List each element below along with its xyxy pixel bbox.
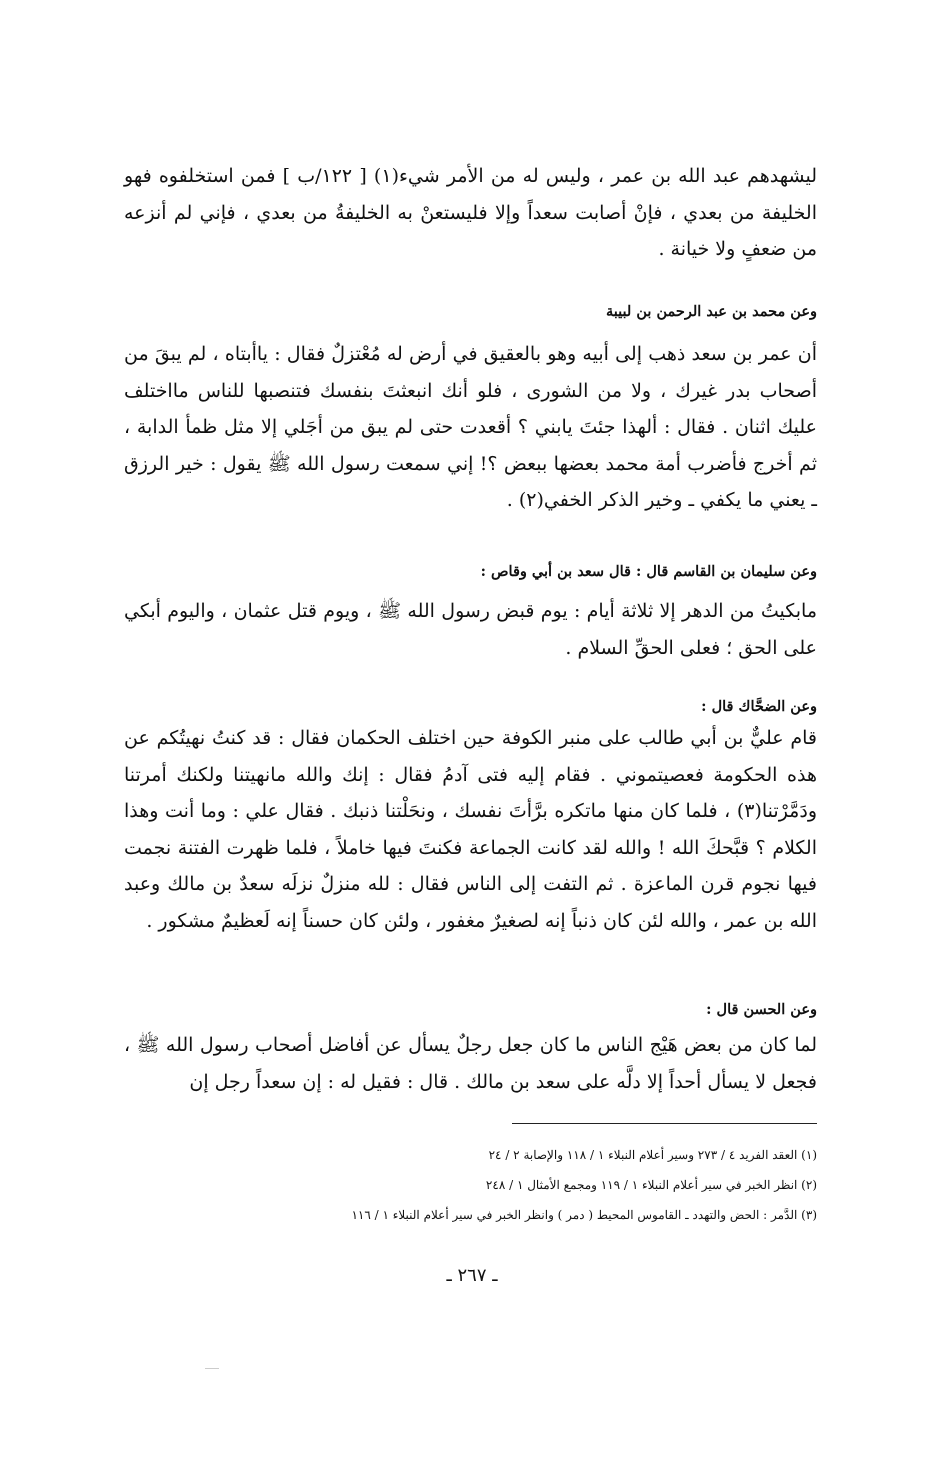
scan-mark [205, 1368, 219, 1369]
heading-muhammad-ibn-abd-al-rahman: وعن محمد بن عبد الرحمن بن لبيبة [605, 303, 817, 320]
heading-sulayman-ibn-al-qasim: وعن سليمان بن القاسم قال : قال سعد بن أبي وقاص : [480, 563, 817, 580]
paragraph-umar-succession: ليشهدهم عبد الله بن عمر ، وليس له من الأمر شيء(١) [ ١٢٢/ب ] فمن استخلفوه فهو الخليفة من بعدي ، فإنْ أصابت سعداً وإلا فليستعنْ به الخليفةُ من بعدي ، فإني لم أنزعه من ضعفٍ ولا خيانة . [124, 165, 817, 260]
heading-al-hasan: وعن الحسن قال : [706, 1001, 817, 1018]
paragraph-ali-kufa-pulpit: قام عليٌّ بن أبي طالب على منبر الكوفة حين اختلف الحكمان فقال : قد كنتُ نهيتُكم عن هذه الحكومة فعصيتموني . فقام إليه فتى آدمُ فقال : إنك والله مانهيتنا ولكنك أمرتنا ودَمَّرْتنا(٣) ، فلما كان منها ماتكره برَّأتَ نفسك ، ونحَلْتنا ذنبك . فقال علي : وما أنت وهذا الكلام ؟ قبَّحكَ الله ! والله لقد كانت الجماعة فكنتَ فيها خاملاً ، فلما ظهرت الفتنة نجمت فيها نجوم قرن الماعزة . ثم التفت إلى الناس فقال : لله منزلٌ نزلَه سعدٌ بن مالك وعبد الله بن عمر ، والله لئن كان ذنباً إنه لصغيرٌ مغفور ، ولئن كان حسناً إنه لَعظيمٌ مشكور . [124, 727, 817, 932]
footnotes [124, 1140, 817, 1230]
footnote-2: (٢) انظر الخبر في سير أعلام النبلاء ١ / ١١٩ ومجمع الأمثال ١ / ٢٤٨ [485, 1178, 817, 1192]
footnote-separator [512, 1123, 817, 1124]
paragraph-saad-three-days: مابكيتُ من الدهر إلا ثلاثة أيام : يوم قبض رسول الله ﷺ ، ويوم قتل عثمان ، واليوم أبكي على الحق ؛ فعلى الحقِّ السلام . [124, 600, 817, 659]
paragraph-umar-ibn-saad: أن عمر بن سعد ذهب إلى أبيه وهو بالعقيق في أرض له مُعْتزلٌ فقال : ياأبتاه ، لم يبقَ من أصحاب بدر غيرك ، ولا من الشورى ، فلو أنك انبعثتَ بنفسك فتنصبها للناس مااختلف عليك اثنان . فقال : ألهذا جئتَ يابني ؟ أقعدت حتى لم يبق من أجَلي إلا مثل ظمأ الدابة ، ثم أخرج فأضرب أمة محمد بعضها ببعض ؟! إني سمعت رسول الله ﷺ يقول : خير الرزق ـ يعني ما يكفي ـ وخير الذكر الخفي(٢) . [124, 343, 817, 511]
heading-al-dahhak: وعن الضحَّاك قال : [701, 698, 817, 715]
footnote-3: (٣) الدَّمر : الحض والتهدد ـ القاموس المحيط ( دمر ) وانظر الخبر في سير أعلام النبلاء ١ / ١١٦ [351, 1208, 817, 1222]
paragraph-saad-ibn-malik: لما كان من بعض هَيْج الناس ما كان جعل رجلٌ يسأل عن أفاضل أصحاب رسول الله ﷺ ، فجعل لا يسأل أحداً إلا دلَّه على سعد بن مالك . قال : فقيل له : إن سعداً رجل إن [124, 1034, 817, 1093]
footnote-1: (١) العقد الفريد ٤ / ٢٧٣ وسير أعلام النبلاء ١ / ١١٨ والإصابة ٢ / ٢٤ [488, 1148, 817, 1162]
page-number: ـ ٢٦٧ ـ [446, 1265, 498, 1286]
